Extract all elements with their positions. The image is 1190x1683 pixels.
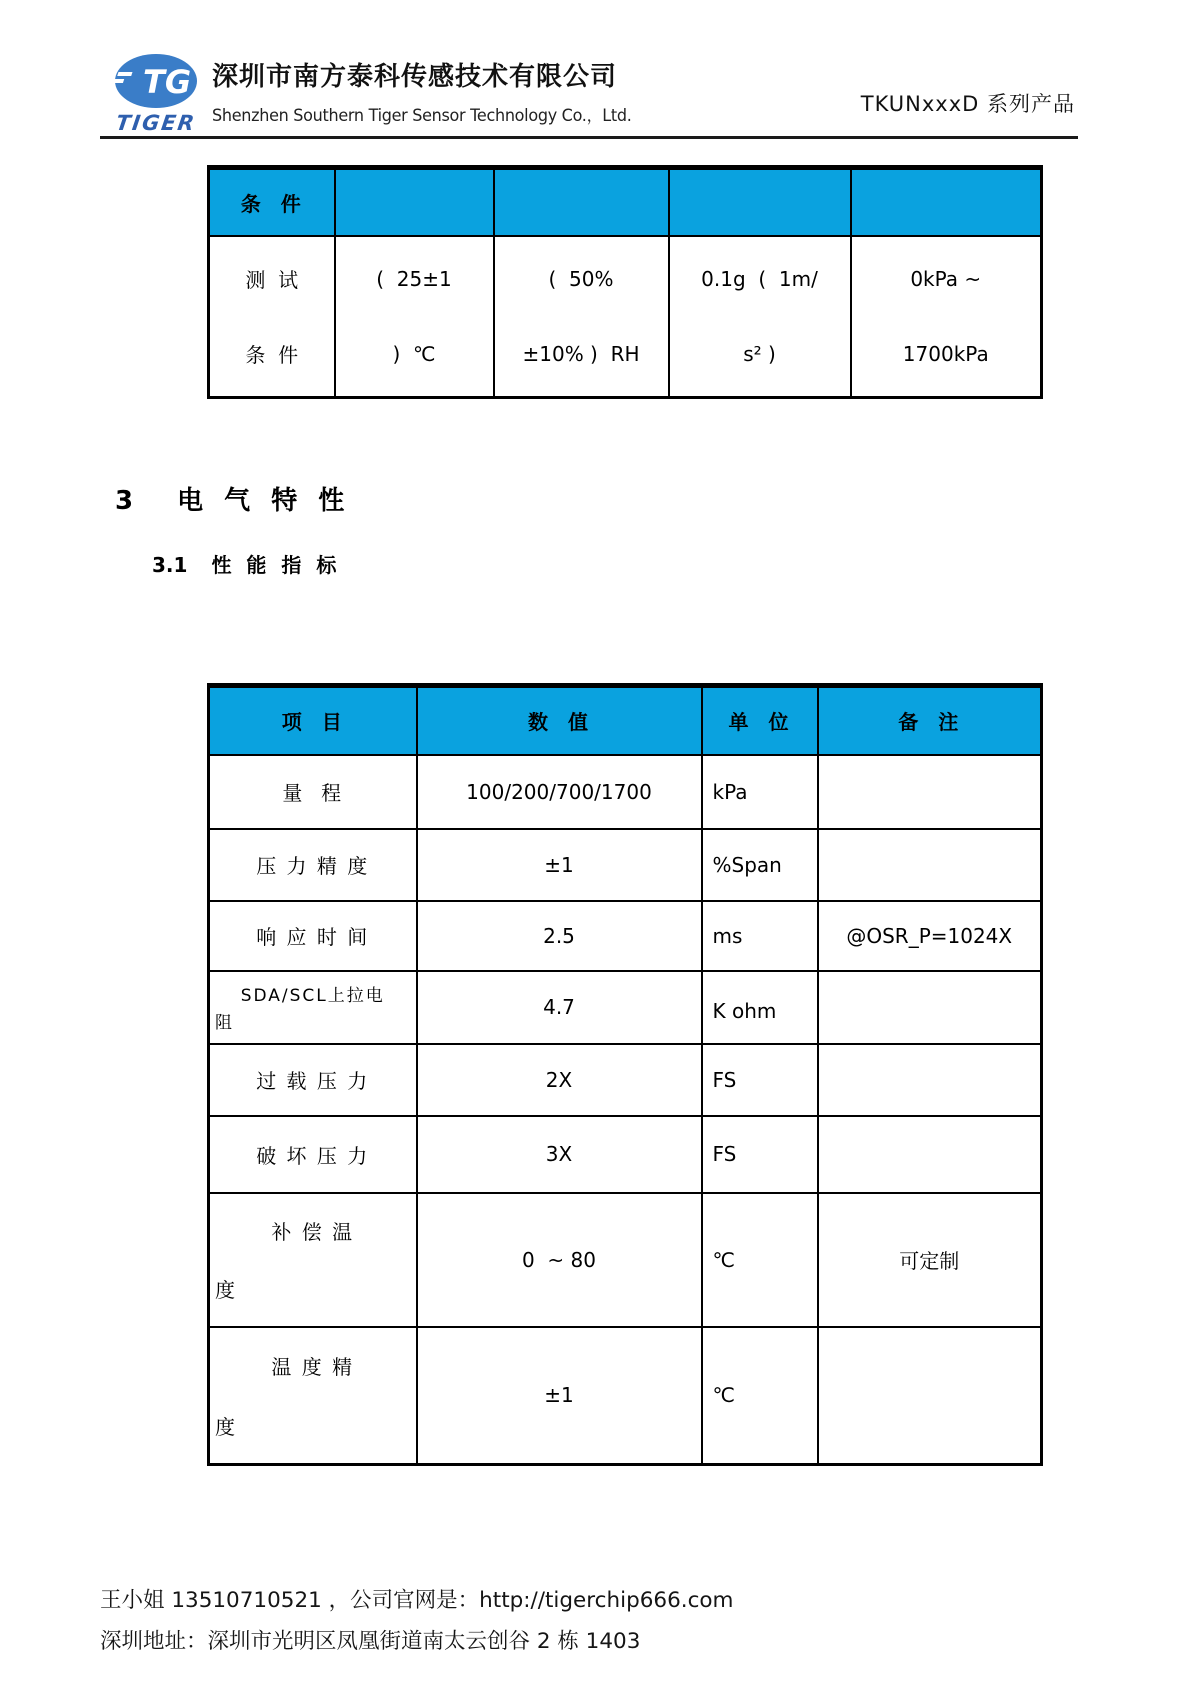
condition-cell-gravity xyxy=(669,236,851,398)
item-cell xyxy=(209,1193,417,1327)
note-cell: @OSR_P=1024X xyxy=(818,901,1042,971)
company-name-block xyxy=(212,56,645,126)
value-cell: 0 ~ 80 xyxy=(417,1193,702,1327)
perf-header-row xyxy=(209,686,1042,755)
conditions-header-row xyxy=(209,168,1042,236)
svg-text:TG: TG xyxy=(143,63,192,101)
note-cell xyxy=(818,1327,1042,1465)
header-divider xyxy=(100,136,1078,139)
section-number: 3 xyxy=(115,486,134,516)
table-row-temperature-accuracy xyxy=(209,1327,1042,1465)
condition-cell-temperature xyxy=(335,236,494,398)
subsection-title: 性 能 指 标 xyxy=(211,553,341,577)
table-row-pressure-accuracy xyxy=(209,829,1042,901)
section-heading xyxy=(115,480,350,517)
item-cell xyxy=(209,971,417,1044)
value-cell: 2.5 xyxy=(417,901,702,971)
item-cell: 量 程 xyxy=(209,755,417,829)
table-row-burst-pressure xyxy=(209,1116,1042,1193)
unit-cell: FS xyxy=(702,1116,818,1193)
section-title: 电 气 特 性 xyxy=(177,486,351,516)
table-row-range xyxy=(209,755,1042,829)
condition-text: 1700kPa xyxy=(902,341,989,366)
note-cell xyxy=(818,1116,1042,1193)
value-cell: ±1 xyxy=(417,829,702,901)
value-cell: 2X xyxy=(417,1044,702,1116)
perf-header-note: 备 注 xyxy=(818,686,1042,755)
company-logo xyxy=(106,52,206,135)
note-cell: 可定制 xyxy=(818,1193,1042,1327)
perf-header-unit: 单 位 xyxy=(702,686,818,755)
item-label-line: 阻 xyxy=(215,1013,234,1034)
item-cell: 破 坏 压 力 xyxy=(209,1116,417,1193)
conditions-header-cell xyxy=(335,168,494,236)
tiger-logo-icon xyxy=(113,52,199,110)
condition-text: ( 50% xyxy=(548,266,614,291)
unit-cell: K ohm xyxy=(702,971,818,1044)
logo-wordmark: TIGER xyxy=(114,111,198,135)
conditions-header-cell xyxy=(494,168,669,236)
unit-cell: ms xyxy=(702,901,818,971)
table-row-overload-pressure xyxy=(209,1044,1042,1116)
item-cell: 过 载 压 力 xyxy=(209,1044,417,1116)
conditions-header-cell: 条 件 xyxy=(209,168,335,236)
company-name-en: Shenzhen Southern Tiger Sensor Technology Co.，Ltd. xyxy=(212,106,632,125)
footer-contact: 王小姐 13510710521 ，公司官网是：http://tigerchip666.com xyxy=(100,1588,734,1613)
condition-text: 0kPa ~ xyxy=(910,266,982,291)
item-label-line: 补 偿 温 xyxy=(271,1220,355,1244)
note-cell xyxy=(818,755,1042,829)
value-cell: 3X xyxy=(417,1116,702,1193)
condition-cell-humidity xyxy=(494,236,669,398)
item-label-line: 温 度 精 xyxy=(271,1354,355,1379)
table-row-compensated-temperature xyxy=(209,1193,1042,1327)
item-cell: 响 应 时 间 xyxy=(209,901,417,971)
subsection-number: 3.1 xyxy=(152,553,188,577)
item-label-line: 度 xyxy=(215,1414,237,1439)
item-label-line: 度 xyxy=(215,1278,237,1302)
subsection-heading xyxy=(152,549,340,578)
condition-cell-name xyxy=(209,236,335,398)
note-cell xyxy=(818,971,1042,1044)
condition-text: ( 25±1 xyxy=(376,266,452,291)
unit-cell: ℃ xyxy=(702,1193,818,1327)
unit-cell: %Span xyxy=(702,829,818,901)
value-cell: 4.7 xyxy=(417,971,702,1044)
condition-text: ) ℃ xyxy=(392,341,436,366)
footer-address: 深圳地址：深圳市光明区凤凰街道南太云创谷 2 栋 1403 xyxy=(100,1629,641,1654)
performance-table xyxy=(207,683,1043,1466)
item-cell: 压 力 精 度 xyxy=(209,829,417,901)
perf-header-value: 数 值 xyxy=(417,686,702,755)
condition-text: 测 试 xyxy=(245,268,299,293)
condition-text: 0.1g ( 1m/ xyxy=(701,266,818,291)
table-row-response-time xyxy=(209,901,1042,971)
note-cell xyxy=(818,829,1042,901)
company-name-cn: 深圳市南方泰科传感技术有限公司 xyxy=(212,62,618,92)
condition-text: 条 件 xyxy=(245,343,299,368)
unit-cell: ℃ xyxy=(702,1327,818,1465)
unit-cell: FS xyxy=(702,1044,818,1116)
item-label-line: SDA/SCL上拉电 xyxy=(240,985,385,1006)
product-series-label: TKUNxxxD 系列产品 xyxy=(860,92,1075,116)
value-cell: ±1 xyxy=(417,1327,702,1465)
conditions-header-cell xyxy=(669,168,851,236)
condition-text: ±10% ) RH xyxy=(522,341,640,366)
item-cell xyxy=(209,1327,417,1465)
table-row-pullup-resistor xyxy=(209,971,1042,1044)
note-cell xyxy=(818,1044,1042,1116)
conditions-data-row xyxy=(209,236,1042,398)
perf-header-item: 项 目 xyxy=(209,686,417,755)
condition-cell-pressure-range xyxy=(851,236,1042,398)
value-cell: 100/200/700/1700 xyxy=(417,755,702,829)
unit-cell: kPa xyxy=(702,755,818,829)
conditions-header-cell xyxy=(851,168,1042,236)
test-conditions-table xyxy=(207,165,1043,399)
condition-text: s² ) xyxy=(743,341,776,366)
